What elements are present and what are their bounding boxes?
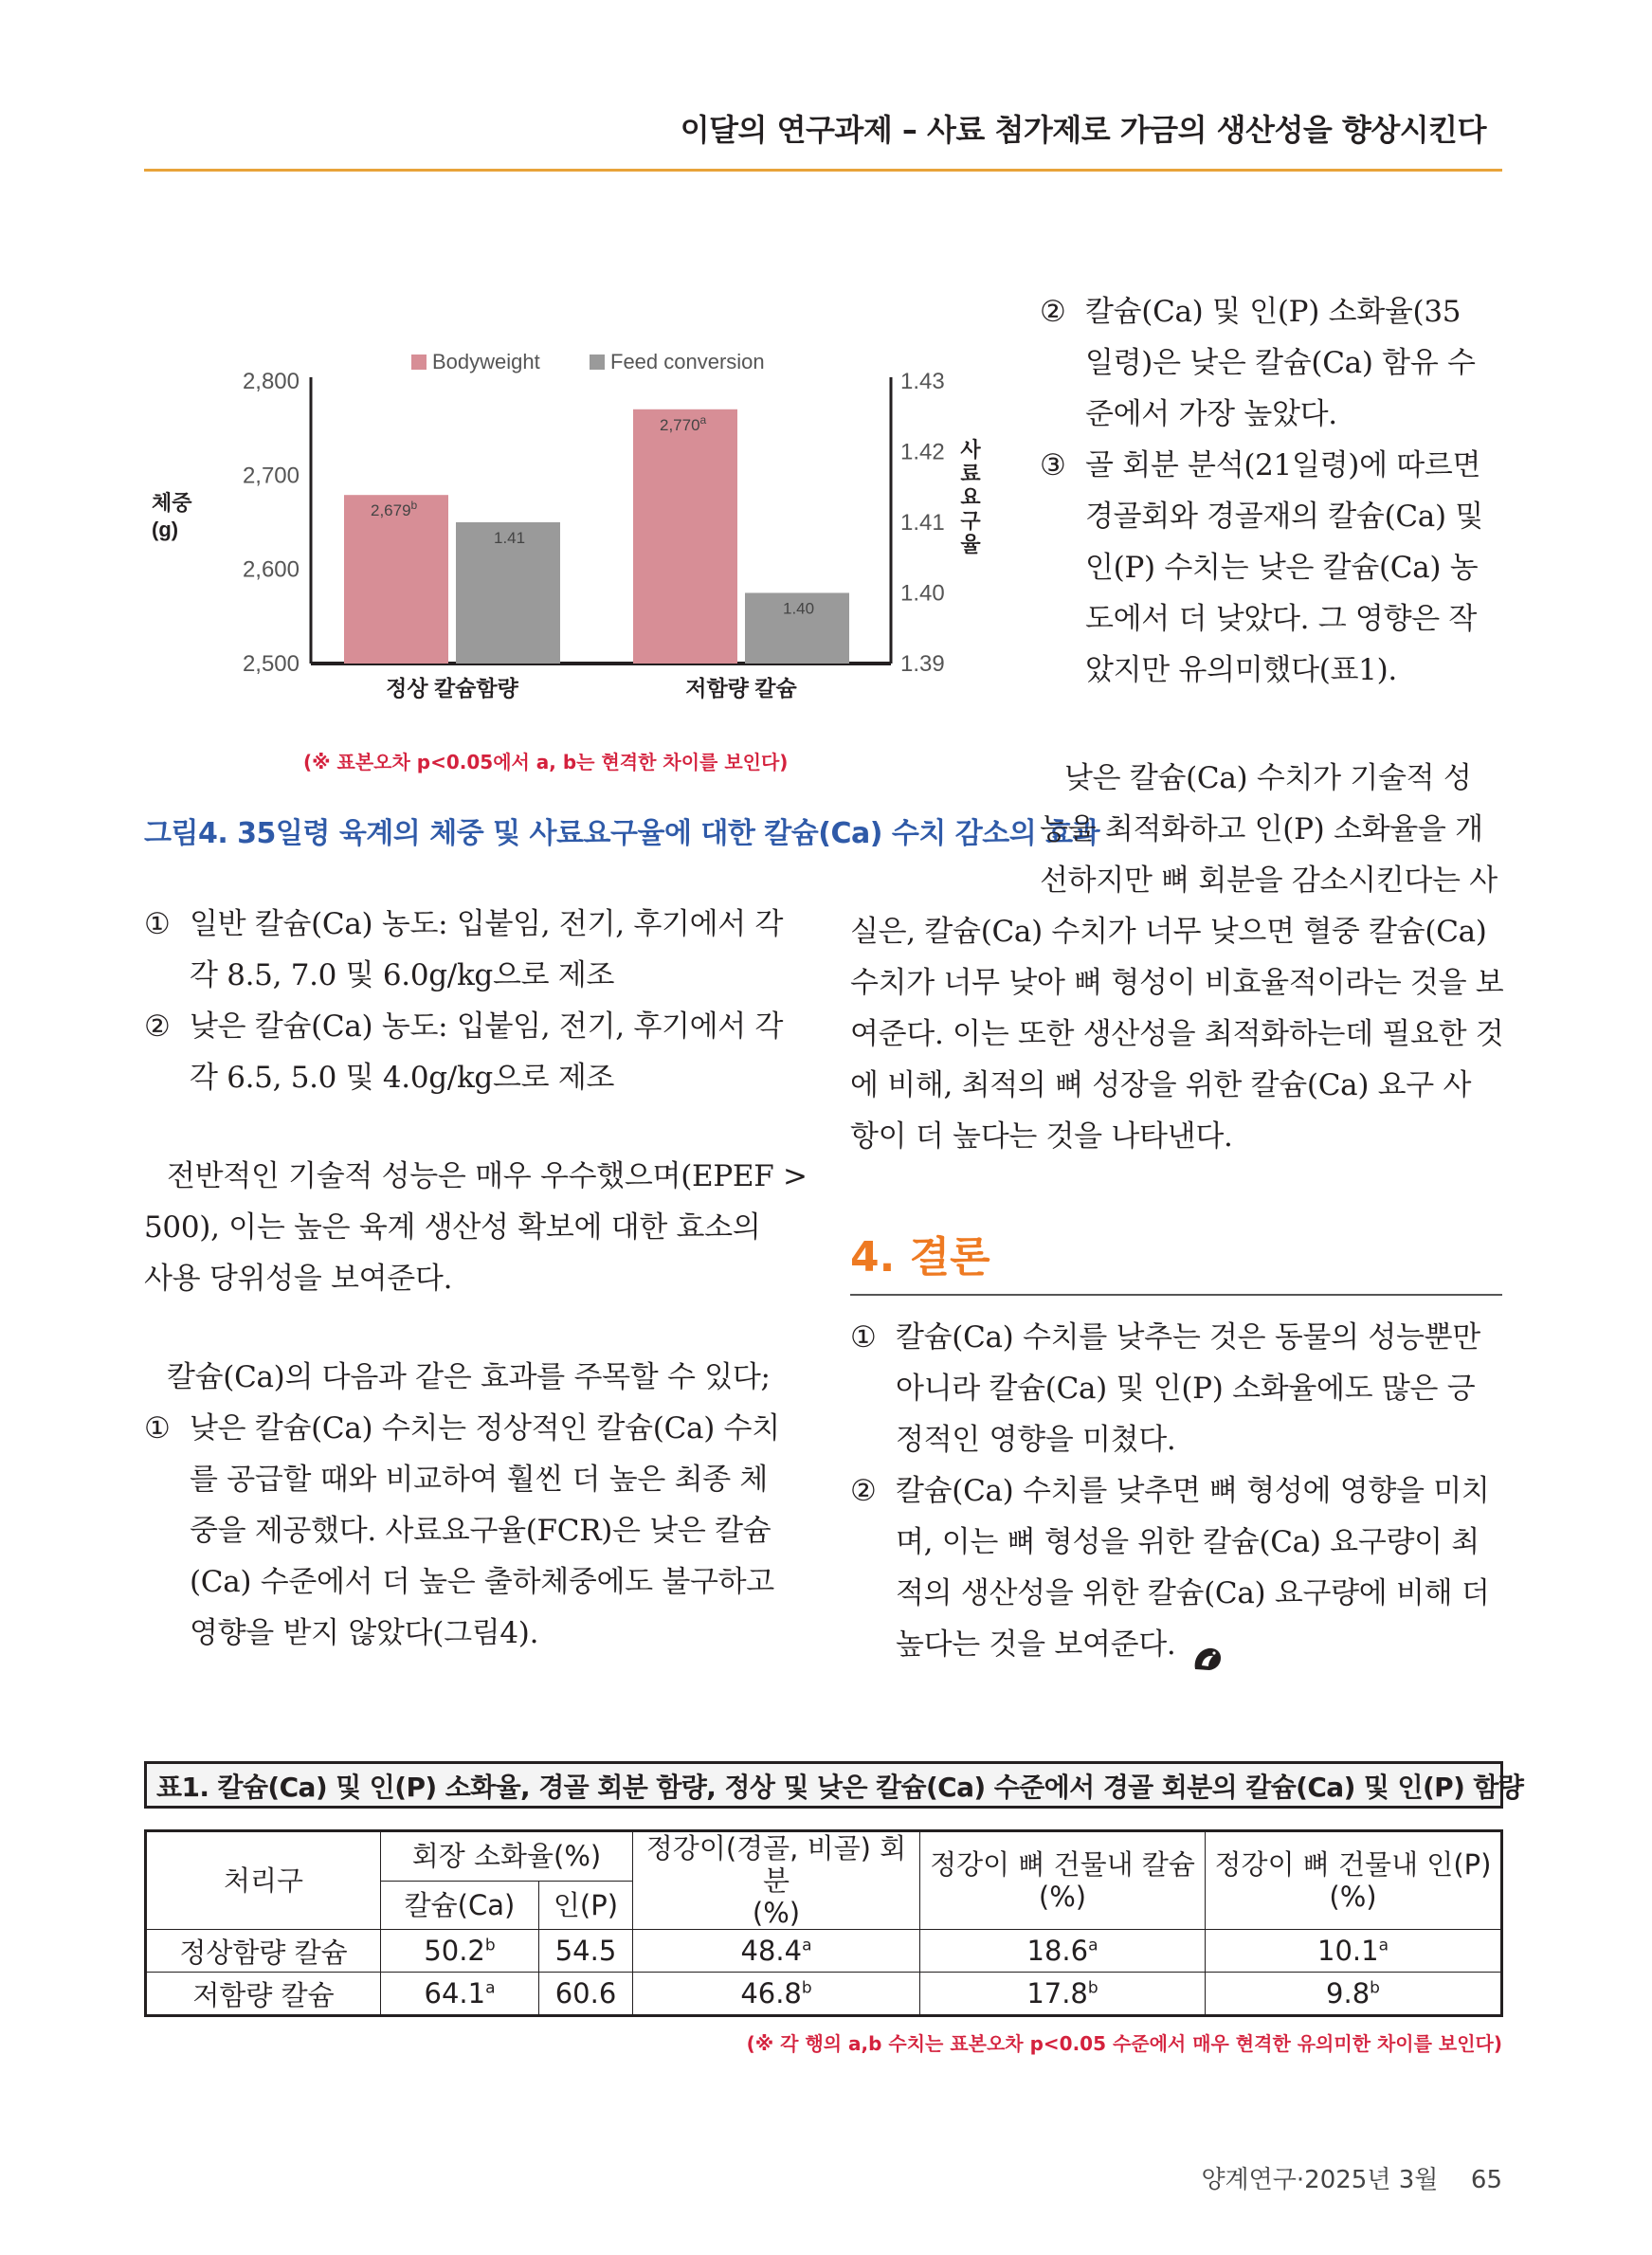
text-line: 칼슘(Ca) 수치를 낮추면 뼈 형성에 영향을 미치 bbox=[896, 1474, 1490, 1508]
text-line: 낮은 칼슘(Ca) 수치가 기술적 성 bbox=[1064, 761, 1472, 795]
header-line: (%) bbox=[752, 1897, 801, 1929]
table-cell bbox=[920, 1973, 1206, 2016]
text-line: 에 비해, 최적의 뼈 성장을 위한 칼슘(Ca) 요구 사 bbox=[850, 1068, 1472, 1102]
left-tick-label: 2,800 bbox=[242, 369, 300, 394]
paragraph bbox=[1040, 753, 1504, 906]
bar-chart bbox=[142, 332, 1014, 711]
cell-value: 50.2 bbox=[424, 1935, 485, 1967]
list-number: ② bbox=[1040, 295, 1066, 329]
section-title: 4. 결론 bbox=[850, 1233, 990, 1282]
x-category-label: 저함량 칼슘 bbox=[685, 676, 797, 700]
text-line: (Ca) 수준에서 더 높은 출하체중에도 불구하고 bbox=[190, 1565, 774, 1599]
header-line: (%) bbox=[1329, 1881, 1377, 1913]
cell-value: 18.6 bbox=[1026, 1935, 1089, 1967]
table-cell bbox=[633, 1930, 920, 1973]
text-line: 중을 제공했다. 사료요구율(FCR)은 낮은 칼슘 bbox=[190, 1514, 772, 1548]
header-line: 정강이 뼈 건물내 인(P) bbox=[1214, 1848, 1492, 1881]
table-header-row bbox=[146, 1831, 1502, 1882]
right-tick-label: 1.42 bbox=[900, 439, 945, 465]
right-axis-title-char: 구 bbox=[960, 509, 981, 533]
table-header-cell: 칼슘(Ca) bbox=[381, 1881, 539, 1929]
paragraph: 칼슘(Ca)의 다음과 같은 효과를 주목할 수 있다; bbox=[167, 1360, 771, 1394]
text-line: 항이 더 높다는 것을 나타낸다. bbox=[850, 1119, 1233, 1154]
bar-value-superscript: b bbox=[410, 499, 418, 513]
cell-superscript: a bbox=[802, 1936, 812, 1955]
right-tick-label: 1.39 bbox=[900, 651, 945, 677]
list-item bbox=[1040, 286, 1504, 440]
right-tick-label: 1.40 bbox=[900, 580, 945, 607]
text-line: 며, 이는 뼈 형성을 위한 칼슘(Ca) 요구량이 최 bbox=[896, 1525, 1480, 1559]
right-axis-title-char: 료 bbox=[960, 462, 981, 485]
left-axis-unit: (g) bbox=[152, 518, 179, 541]
list-item bbox=[144, 1403, 789, 1659]
table-header-cell bbox=[1206, 1831, 1502, 1930]
text-line: 사용 당위성을 보여준다. bbox=[144, 1262, 453, 1296]
cell-value: 64.1 bbox=[424, 1977, 486, 2009]
right-axis-title-char: 율 bbox=[960, 533, 981, 556]
text-line: 정적인 영향을 미쳤다. bbox=[896, 1423, 1176, 1457]
table-cell: 저함량 칼슘 bbox=[146, 1973, 381, 2016]
text-line: 도에서 더 낮았다. 그 영향은 작 bbox=[1085, 602, 1478, 636]
text-line: 칼슘(Ca) 수치를 낮추는 것은 동물의 성능뿐만 bbox=[896, 1320, 1480, 1355]
text-line: 각 6.5, 5.0 및 4.0g/kg으로 제조 bbox=[190, 1061, 615, 1095]
cell-superscript: b bbox=[484, 1936, 496, 1955]
table-cell bbox=[633, 1973, 920, 2016]
table-cell bbox=[1206, 1930, 1502, 1973]
cell-value: 54.5 bbox=[554, 1935, 617, 1967]
text-line: 선하지만 뼈 회분을 감소시킨다는 사 bbox=[1040, 864, 1498, 898]
text-line: 적의 생산성을 위한 칼슘(Ca) 요구량에 비해 더 bbox=[896, 1576, 1490, 1610]
text-line: 일반 칼슘(Ca) 농도: 입붙임, 전기, 후기에서 각 bbox=[190, 907, 784, 941]
chicken-logo-icon bbox=[1191, 1645, 1224, 1673]
table-header-cell: 회장 소화율(%) bbox=[381, 1831, 633, 1882]
text-line: 를 공급할 때와 비교하여 훨씬 더 높은 최종 체 bbox=[190, 1463, 769, 1497]
text-line: 전반적인 기술적 성능은 매우 우수했으며(EPEF > bbox=[167, 1159, 808, 1193]
header-rule bbox=[144, 169, 1502, 172]
table-cell bbox=[539, 1973, 633, 2016]
table-cell bbox=[539, 1930, 633, 1973]
legend-swatch bbox=[590, 355, 605, 370]
text-line: 여준다. 이는 또한 생산성을 최적화하는데 필요한 것 bbox=[850, 1017, 1504, 1051]
chart-note: (※ 표본오차 p<0.05에서 a, b는 현격한 차이를 보인다) bbox=[303, 751, 789, 773]
table-row bbox=[146, 1930, 1502, 1973]
cell-superscript: b bbox=[1087, 1978, 1098, 1998]
page-footer bbox=[1201, 2160, 1502, 2195]
text-line: 수치가 너무 낮아 뼈 형성이 비효율적이라는 것을 보 bbox=[850, 966, 1504, 1000]
cell-value: 48.4 bbox=[740, 1935, 803, 1967]
paragraph bbox=[144, 1151, 808, 1304]
bar bbox=[344, 495, 448, 664]
text-line: 능을 최적화하고 인(P) 소화율을 개 bbox=[1040, 812, 1483, 846]
list-item bbox=[850, 1312, 1504, 1465]
header-line: (%) bbox=[1038, 1881, 1087, 1913]
cell-superscript: b bbox=[1370, 1978, 1380, 1998]
cell-value: 60.6 bbox=[554, 1977, 617, 2009]
text-line: 낮은 칼슘(Ca) 수치는 정상적인 칼슘(Ca) 수치 bbox=[190, 1411, 780, 1446]
text-line: 500), 이는 높은 육계 생산성 확보에 대한 효소의 bbox=[144, 1210, 761, 1245]
list-number: ③ bbox=[1040, 448, 1066, 482]
header-line: 정강이(경골, 비골) 회분 bbox=[645, 1832, 907, 1897]
cell-value: 17.8 bbox=[1026, 1977, 1088, 2009]
right-axis-title-char: 요 bbox=[960, 485, 981, 509]
list-item bbox=[850, 1465, 1504, 1670]
left-tick-label: 2,700 bbox=[242, 463, 300, 489]
table-cell: 정상함량 칼슘 bbox=[146, 1930, 381, 1973]
table-cell bbox=[381, 1973, 539, 2016]
left-column bbox=[144, 899, 808, 1659]
legend-label: Bodyweight bbox=[432, 350, 540, 373]
list-item bbox=[144, 899, 789, 1001]
text-line: 높다는 것을 보여준다. bbox=[896, 1628, 1176, 1662]
text-line: 칼슘(Ca) 및 인(P) 소화율(35 bbox=[1085, 295, 1461, 329]
table-title: 표1. 칼슘(Ca) 및 인(P) 소화율, 경골 회분 함량, 정상 및 낮은 칼슘(Ca) 수준에서 경골 회분의 칼슘(Ca) 및 인(P) 함량 bbox=[156, 1772, 1524, 1803]
right-column-top bbox=[1040, 286, 1504, 696]
text-line: 았지만 유의미했다(표1). bbox=[1085, 653, 1397, 687]
left-tick-label: 2,600 bbox=[242, 556, 300, 583]
bar-value-superscript: a bbox=[699, 412, 707, 427]
table-cell bbox=[381, 1930, 539, 1973]
table-header-cell: 인(P) bbox=[539, 1881, 633, 1929]
cell-value: 9.8 bbox=[1326, 1977, 1371, 2009]
list-number: ② bbox=[850, 1474, 877, 1508]
footer-text: 양계연구·2025년 3월 bbox=[1201, 2166, 1439, 2194]
table-note: (※ 각 행의 a,b 수치는 표본오차 p<0.05 수준에서 매우 현격한 유의미한 차이를 보인다) bbox=[746, 2032, 1502, 2055]
bar-value-label: 1.40 bbox=[783, 599, 815, 618]
list-number: ① bbox=[144, 907, 171, 941]
cell-value: 46.8 bbox=[740, 1977, 802, 2009]
paragraph bbox=[850, 906, 1504, 1162]
left-axis-title: 체중 bbox=[152, 491, 192, 515]
list-item bbox=[144, 1001, 789, 1103]
bar bbox=[633, 409, 737, 664]
running-header: 이달의 연구과제 – 사료 첨가제로 가금의 생산성을 향상시킨다 bbox=[680, 112, 1486, 148]
data-table bbox=[144, 1829, 1503, 2017]
cell-value: 10.1 bbox=[1317, 1935, 1379, 1967]
cell-superscript: a bbox=[1088, 1936, 1098, 1955]
table-row bbox=[146, 1973, 1502, 2016]
x-category-label: 정상 칼슘함량 bbox=[386, 676, 518, 700]
text-line: 아니라 칼슘(Ca) 및 인(P) 소화율에도 많은 긍 bbox=[896, 1372, 1476, 1406]
bar-value-label: 2,679$^b$ bbox=[371, 499, 418, 520]
text-line: 일령)은 낮은 칼슘(Ca) 함유 수 bbox=[1085, 346, 1476, 380]
bar-value-label: 1.41 bbox=[494, 529, 526, 547]
figure-caption: 그림4. 35일령 육계의 체중 및 사료요구율에 대한 칼슘(Ca) 수치 감소의 효과 bbox=[144, 817, 1100, 850]
table-header-cell bbox=[633, 1831, 920, 1930]
table-cell bbox=[1206, 1973, 1502, 2016]
text-line: 준에서 가장 높았다. bbox=[1085, 397, 1337, 431]
text-line: 영향을 받지 않았다(그림4). bbox=[190, 1616, 539, 1650]
cell-superscript: a bbox=[1378, 1936, 1389, 1955]
right-axis-title-char: 사 bbox=[960, 438, 981, 462]
right-tick-label: 1.41 bbox=[900, 510, 945, 536]
list-number: ② bbox=[144, 1009, 171, 1044]
page-number: 65 bbox=[1470, 2166, 1502, 2194]
text-line: 골 회분 분석(21일령)에 따르면 bbox=[1085, 448, 1481, 482]
text-line: 실은, 칼슘(Ca) 수치가 너무 낮으면 혈중 칼슘(Ca) bbox=[850, 915, 1487, 949]
text-line: 인(P) 수치는 낮은 칼슘(Ca) 농 bbox=[1085, 551, 1479, 585]
section-rule bbox=[850, 1294, 1502, 1296]
cell-superscript: a bbox=[485, 1978, 496, 1998]
table-header-cell: 처리구 bbox=[146, 1831, 381, 1930]
legend-swatch bbox=[411, 355, 427, 370]
bar-value-label: 2,770$^a$ bbox=[660, 412, 707, 434]
legend-label: Feed conversion bbox=[610, 350, 765, 373]
text-line: 각 8.5, 7.0 및 6.0g/kg으로 제조 bbox=[190, 958, 615, 992]
left-tick-label: 2,500 bbox=[242, 651, 300, 677]
text-line: 경골회와 경골재의 칼슘(Ca) 및 bbox=[1085, 500, 1483, 534]
list-number: ① bbox=[850, 1320, 877, 1355]
text-line: 낮은 칼슘(Ca) 농도: 입붙임, 전기, 후기에서 각 bbox=[190, 1009, 784, 1044]
conclusion-list bbox=[850, 1312, 1504, 1670]
table-cell bbox=[920, 1930, 1206, 1973]
header-line: 정강이 뼈 건물내 칼슘 bbox=[930, 1848, 1195, 1881]
cell-superscript: b bbox=[801, 1978, 812, 1998]
list-number: ① bbox=[144, 1411, 171, 1446]
table-header-cell bbox=[920, 1831, 1206, 1930]
list-item bbox=[1040, 440, 1504, 696]
right-tick-label: 1.43 bbox=[900, 369, 945, 394]
